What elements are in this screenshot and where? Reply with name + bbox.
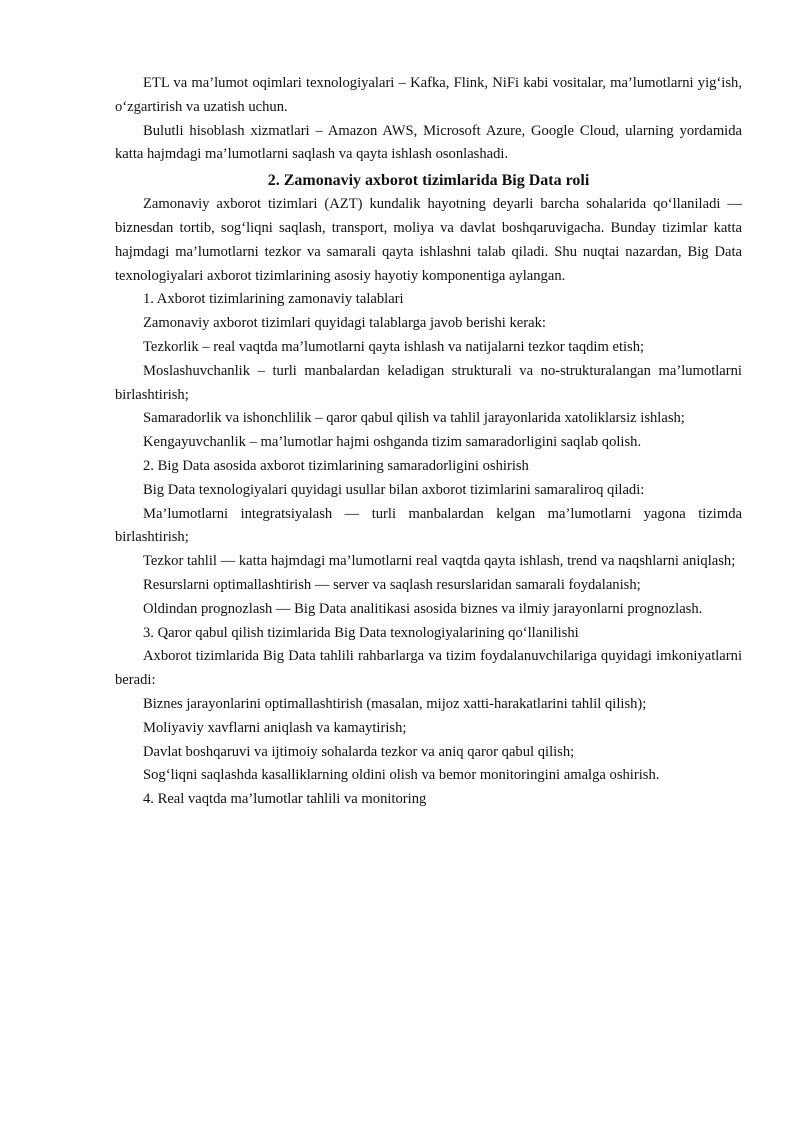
section-heading: 2. Zamonaviy axborot tizimlarida Big Data roli (267, 172, 590, 190)
document-page (115, 72, 742, 812)
paragraph-efficiency-lead: Big Data texnologiyalari quyidagi usullar bilan axborot tizimlarini samaraliroq qiladi: (143, 481, 645, 498)
subsection-title-realtime: 4. Real vaqtda ma’lumotlar tahlili va monitoring (143, 791, 427, 808)
list-item-resource-optimization: Resurslarni optimallashtirish — server va saqlash resurslaridan samarali foydalanish; (143, 576, 641, 593)
subsection-title-efficiency: 2. Big Data asosida axborot tizimlarining samaradorligini oshirish (143, 457, 529, 474)
list-item-business-optimization: Biznes jarayonlarini optimallashtirish (masalan, mijoz xatti-harakatlarini tahlil qilish); (143, 695, 647, 712)
list-item-fast-analysis: Tezkor tahlil — katta hajmdagi ma’lumotlarni real vaqtda qayta ishlash, trend va naqshlarni aniqlash; (143, 553, 736, 570)
list-item-speed: Tezkorlik – real vaqtda ma’lumotlarni qayta ishlash va natijalarni tezkor taqdim etish; (143, 338, 645, 355)
list-item-forecasting: Oldindan prognozlash — Big Data analitikasi asosida biznes va ilmiy jarayonlarni prognozlash. (143, 600, 703, 617)
list-item-efficiency: Samaradorlik va ishonchlilik – qaror qabul qilish va tahlil jarayonlarida xatoliklarsiz ishlash; (143, 410, 685, 427)
paragraph-decision-lead: Axborot tizimlarida Big Data tahlili rahbarlarga va tizim foydalanuvchilariga quyidagi imkoniyatlarni beradi: (115, 648, 742, 689)
paragraph-cloud-services: Bulutli hisoblash xizmatlari – Amazon AWS, Microsoft Azure, Google Cloud, ularning yordamida katta hajmdagi ma’lumotlarni saqlash va qayta ishlash osonlashadi. (115, 122, 742, 163)
list-item-financial-risks: Moliyaviy xavflarni aniqlash va kamaytirish; (143, 719, 407, 736)
paragraph-etl-tools: ETL va ma’lumot oqimlari texnologiyalari – Kafka, Flink, NiFi kabi vositalar, ma’lumotlarni yig‘ish, o‘zgartirish va uzatish uchun. (115, 75, 742, 115)
list-item-flexibility: Moslashuvchanlik – turli manbalardan keladigan strukturali va no-strukturalangan ma’lumotlarni birlashtirish; (115, 362, 742, 403)
list-item-government: Davlat boshqaruvi va ijtimoiy sohalarda tezkor va aniq qaror qabul qilish; (143, 743, 575, 760)
paragraph-intro: Zamonaviy axborot tizimlari (AZT) kundalik hayotning deyarli barcha sohalarida qo‘llaniladi — biznesdan tortib, sog‘liqni saqlash, transport, moliya va davlat boshqaruvigacha. Bunday tizimlar katta hajmdagi ma’lumotlarni tezkor va samarali qayta ishlashni talab qiladi. Shu nuqtai nazardan, Big Data texnologiyalari axborot tizimlarining asosiy hayotiy komponentiga aylangan. (115, 196, 742, 284)
list-item-scalability: Kengayuvchanlik – ma’lumotlar hajmi oshganda tizim samaradorligini saqlab qolish. (143, 434, 642, 451)
list-item-integration: Ma’lumotlarni integratsiyalash — turli manbalardan kelgan ma’lumotlarni yagona tizimda birlashtirish; (115, 505, 742, 546)
subsection-title-decision-making: 3. Qaror qabul qilish tizimlarida Big Data texnologiyalarining qo‘llanilishi (143, 624, 579, 641)
list-item-healthcare: Sog‘liqni saqlashda kasalliklarning oldini olish va bemor monitoringini amalga oshirish. (143, 767, 660, 784)
subsection-title-requirements: 1. Axborot tizimlarining zamonaviy talablari (143, 291, 404, 308)
paragraph-requirements-lead: Zamonaviy axborot tizimlari quyidagi talablarga javob berishi kerak: (143, 315, 546, 332)
